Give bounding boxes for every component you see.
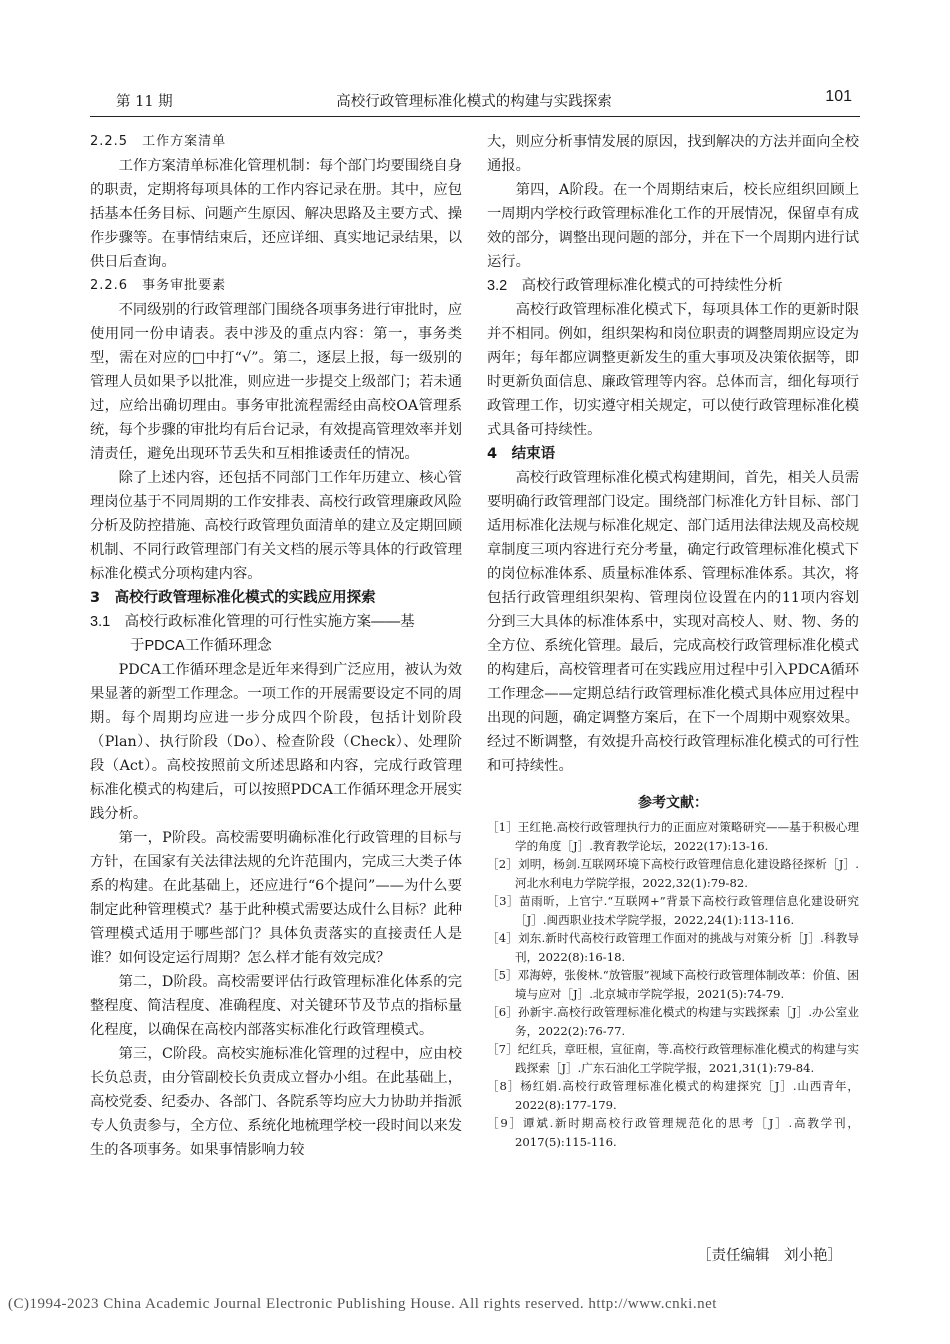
running-title: 高校行政管理标准化模式的构建与实践探索 <box>336 94 612 110</box>
section-heading-continued: 于PDCA工作循环理念 <box>130 638 272 654</box>
reference-item: ［3］苗雨昕，上官宁.“互联网+”背景下高校行政管理信息化建设研究［J］.闽西职业技术学院学报，2022,24(1):113-116. <box>487 894 859 927</box>
reference-item: ［2］刘明，杨剑.互联网环境下高校行政管理信息化建设路径探析［J］.河北水利电力学院学报，2022,32(1):79-82. <box>487 857 859 890</box>
section-heading: 3.2 高校行政管理标准化模式的可持续性分析 <box>487 278 783 294</box>
paragraph: 第三，C阶段。高校实施标准化管理的过程中，应由校长负总责，由分管副校长负责成立督办小组。在此基础上，高校党委、纪委办、各部门、各院系等均应大力协助并指派专人负责参与，全方位、系统化地梳理学校一段时间以来发生的各项事务。如果事情影响力较 <box>90 1046 462 1158</box>
page-header <box>90 86 858 112</box>
responsible-editor: ［责任编辑 刘小艳］ <box>697 1248 842 1264</box>
page-number: 101 <box>825 88 852 105</box>
chapter-heading: 4 结束语 <box>487 446 556 462</box>
paragraph: 第一，P阶段。高校需要明确标准化行政管理的目标与方针，在国家有关法律法规的允许范围内，完成三大类子体系的构建。在此基础上，还应进行“6个提问”——为什么要制定此种管理模式？基于此种模式需要达成什么目标？此种管理模式适用于哪些部门？具体负责落实的直接责任人是谁？如何设定运行周期？怎么样才能有效完成？ <box>90 830 462 966</box>
header-rule <box>90 116 860 117</box>
reference-item: ［6］孙新宇.高校行政管理标准化模式的构建与实践探索［J］.办公室业务，2022(2):76-77. <box>487 1005 859 1038</box>
reference-item: ［4］刘东.新时代高校行政管理工作面对的挑战与对策分析［J］.科教导刊，2022(8):16-18. <box>487 931 859 964</box>
section-heading: 3.1 高校行政标准化管理的可行性实施方案——基 <box>90 614 415 630</box>
paragraph: 第四，A阶段。在一个周期结束后，校长应组织回顾上一周期内学校行政管理标准化工作的开展情况，保留卓有成效的部分，调整出现问题的部分，并在下一个周期内进行试运行。 <box>487 182 859 270</box>
paragraph: 高校行政管理标准化模式构建期间，首先，相关人员需要明确行政管理部门设定。围绕部门标准化方针目标、部门适用标准化法规与标准化规定、部门适用法律法规及高校规章制度三项内容进行充分考量，确定行政管理标准化模式下的岗位标准体系、质量标准体系、管理标准体系。其次，将包括行政管理组织架构、管理岗位设置在内的11项内容划分到三大具体的标准体系中，实现对高校人、财、物、务的全方位、系统化管理。最后，完成高校行政管理标准化模式的构建后，高校管理者可在实践应用过程中引入PDCA循环工作理念——定期总结行政管理标准化模式具体应用过程中出现的问题，确定调整方案后，在下一个周期中观察效果。经过不断调整，有效提升高校行政管理标准化模式的可行性和可持续性。 <box>487 470 859 774</box>
references-heading: 参考文献： <box>638 795 708 811</box>
reference-list <box>487 818 859 1151</box>
issue-number: 第 11 期 <box>116 94 173 110</box>
paragraph: 高校行政管理标准化模式下，每项具体工作的更新时限并不相同。例如，组织架构和岗位职责的调整周期应设定为两年；每年都应调整更新发生的重大事项及决策依据等，即时更新负面信息、廉政管理等内容。总体而言，细化每项行政管理工作，切实遵守相关规定，可以使行政管理标准化模式具备可持续性。 <box>487 302 859 438</box>
paragraph: 第二，D阶段。高校需要评估行政管理标准化体系的完整程度、简洁程度、准确程度、对关键环节及节点的指标量化程度，以确保在高校内部落实标准化行政管理模式。 <box>90 974 462 1038</box>
paragraph: 除了上述内容，还包括不同部门工作年历建立、核心管理岗位基于不同周期的工作安排表、高校行政管理廉政风险分析及防控措施、高校行政管理负面清单的建立及定期回顾机制、不同行政管理部门有关文档的展示等具体的行政管理标准化模式分项构建内容。 <box>90 470 462 582</box>
reference-item: ［5］邓海婷，张俊林.“放管服”视域下高校行政管理体制改革：价值、困境与应对［J］.北京城市学院学报，2021(5):74-79. <box>487 968 859 1001</box>
subsection-heading: 2.2.6 事务审批要素 <box>90 278 227 293</box>
paragraph-continued: 大，则应分析事情发展的原因，找到解决的方法并面向全校通报。 <box>487 134 859 174</box>
left-column <box>90 130 462 1162</box>
reference-item: ［8］杨红娟.高校行政管理标准化模式的构建探究［J］.山西青年，2022(8):177-179. <box>487 1079 859 1112</box>
right-column <box>487 130 859 1151</box>
paragraph: PDCA工作循环理念是近年来得到广泛应用，被认为效果显著的新型工作理念。一项工作的开展需要设定不同的周期。每个周期均应进一步分成四个阶段，包括计划阶段（Plan）、执行阶段（Do）、检查阶段（Check）、处理阶段（Act）。高校按照前文所述思路和内容，完成行政管理标准化模式的构建后，可以按照PDCA工作循环理念开展实践分析。 <box>90 662 462 822</box>
copyright-footer: (C)1994-2023 China Academic Journal Electronic Publishing House. All rights reserved. http://www.cnki.net <box>8 1296 717 1312</box>
subsection-heading: 2.2.5 工作方案清单 <box>90 134 227 149</box>
reference-item: ［9］谭斌.新时期高校行政管理规范化的思考［J］.高教学刊，2017(5):115-116. <box>487 1116 859 1149</box>
reference-item: ［1］王红艳.高校行政管理执行力的正面应对策略研究——基于积极心理学的角度［J］.教育教学论坛，2022(17):13-16. <box>487 820 859 853</box>
paragraph: 工作方案清单标准化管理机制：每个部门均要围绕自身的职责，定期将每项具体的工作内容记录在册。其中，应包括基本任务目标、问题产生原因、解决思路及主要方式、操作步骤等。在事情结束后，还应详细、真实地记录结果，以供日后查询。 <box>90 158 462 270</box>
reference-item: ［7］纪红兵，章旺根，宣征南，等.高校行政管理标准化模式的构建与实践探索［J］.广东石油化工学院学报，2021,31(1):79-84. <box>487 1042 859 1075</box>
paragraph: 不同级别的行政管理部门围绕各项事务进行审批时，应使用同一份申请表。表中涉及的重点内容：第一，事务类型，需在对应的□中打“√”。第二，逐层上报，每一级别的管理人员如果予以批准，则应进一步提交上级部门；若未通过，应给出确切理由。事务审批流程需经由高校OA管理系统，每个步骤的审批均有后台记录，有效提高管理效率并划清责任，避免出现环节丢失和互相推诿责任的情况。 <box>90 302 462 462</box>
chapter-heading: 3 高校行政管理标准化模式的实践应用探索 <box>90 590 376 606</box>
